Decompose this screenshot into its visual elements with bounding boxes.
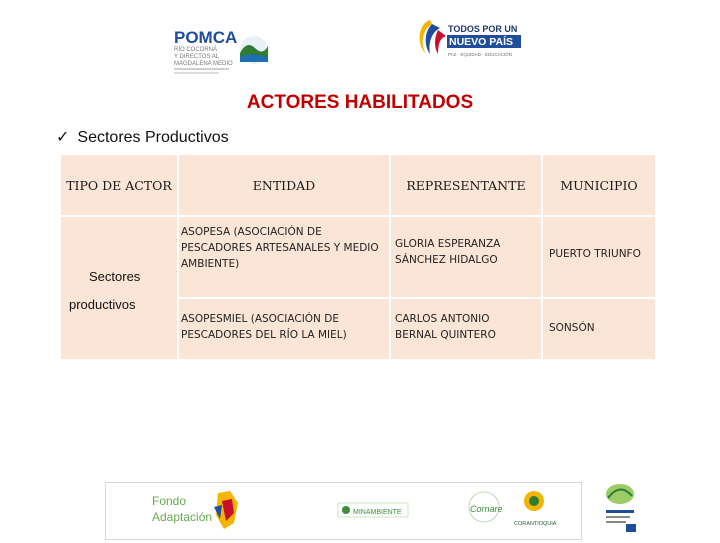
partner-logos: [106, 483, 581, 539]
svg-text:MINAMBIENTE: MINAMBIENTE: [353, 509, 402, 516]
entity-cell: ASOPESA (ASOCIACIÓN DE PESCADORES ARTESANALES Y MEDIO AMBIENTE): [181, 226, 379, 270]
col-header-actor-type: TIPO DE ACTOR: [60, 154, 178, 216]
fondo-adaptacion-logo: [152, 491, 238, 529]
regional-emblem-logo: [600, 476, 640, 536]
svg-text:PAZ · EQUIDAD · EDUCACIÓN: PAZ · EQUIDAD · EDUCACIÓN: [448, 52, 512, 57]
municipality-cell: SONSÓN: [549, 322, 595, 334]
svg-text:CORANTIOQUIA: CORANTIOQUIA: [514, 521, 557, 527]
svg-text:Y DIRECTOS AL: Y DIRECTOS AL: [174, 54, 220, 60]
section-subtitle: [56, 127, 229, 147]
svg-text:TODOS POR UN: TODOS POR UN: [448, 24, 518, 34]
svg-text:Adaptación: Adaptación: [152, 510, 213, 524]
pomca-logo: [172, 26, 270, 76]
actor-type-line: Sectores: [89, 269, 141, 284]
check-icon: ✓: [56, 129, 70, 146]
table-header-row: [60, 154, 656, 216]
entity-cell: ASOPESMIEL (ASOCIACIÓN DE PESCADORES DEL RÍO LA MIEL): [181, 313, 347, 341]
actor-type-cell: [60, 216, 178, 360]
page-title: ACTORES HABILITADOS: [246, 92, 474, 113]
svg-text:POMCA: POMCA: [174, 28, 238, 47]
actor-type-line: productivos: [69, 297, 136, 312]
todos-por-un-nuevo-pais-logo: [412, 14, 524, 66]
representative-cell: GLORIA ESPERANZA SÁNCHEZ HIDALGO: [395, 238, 501, 266]
svg-text:Fondo: Fondo: [152, 494, 187, 508]
minambiente-logo: [338, 503, 408, 517]
svg-text:RÍO COCORNÁ: RÍO COCORNÁ: [174, 47, 218, 53]
table-row: [60, 216, 656, 298]
cornare-logo: [469, 492, 503, 522]
col-header-municipality: MUNICIPIO: [542, 154, 656, 216]
corantioquia-logo: [514, 491, 557, 527]
municipality-cell: PUERTO TRIUNFO: [549, 248, 641, 260]
col-header-entity: ENTIDAD: [178, 154, 390, 216]
subtitle-text: Sectores Productivos: [77, 129, 229, 146]
svg-text:NUEVO PAÍS: NUEVO PAÍS: [449, 36, 513, 48]
svg-text:Cornare: Cornare: [470, 504, 503, 514]
svg-text:MAGDALENA MEDIO: MAGDALENA MEDIO: [174, 61, 233, 67]
partner-logos-strip: [105, 482, 582, 540]
actors-table: [59, 153, 657, 361]
col-header-representative: REPRESENTANTE: [390, 154, 542, 216]
representative-cell: CARLOS ANTONIO BERNAL QUINTERO: [395, 313, 496, 341]
